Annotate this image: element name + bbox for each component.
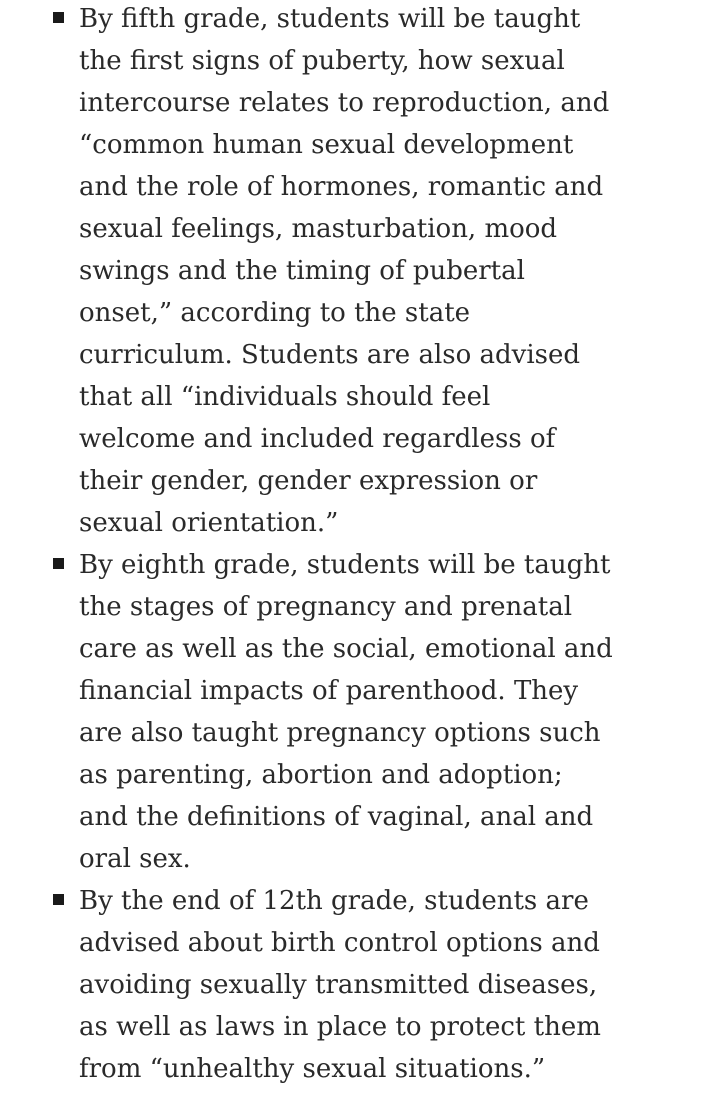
text-line: avoiding sexually transmitted diseases, <box>79 970 598 1000</box>
text-line: the first signs of puberty, how sexual <box>79 46 565 76</box>
text-line: financial impacts of parenthood. They <box>79 676 579 706</box>
square-bullet-icon <box>53 558 64 569</box>
list-item-text <box>79 544 686 880</box>
text-line: oral sex. <box>79 844 191 874</box>
text-line: curriculum. Students are also advised <box>79 340 581 370</box>
text-line: By the end of 12th grade, students are <box>79 886 589 916</box>
text-line: as parenting, abortion and adoption; <box>79 760 563 790</box>
text-line: welcome and included regardless of <box>79 424 556 454</box>
text-line: and the role of hormones, romantic and <box>79 172 604 202</box>
text-line: advised about birth control options and <box>79 928 600 958</box>
text-line: and the definitions of vaginal, anal and <box>79 802 594 832</box>
text-line: from “unhealthy sexual situations.” <box>79 1054 546 1084</box>
list-item-text <box>79 0 686 544</box>
text-line: their gender, gender expression or <box>79 466 538 496</box>
square-bullet-icon <box>53 12 64 23</box>
text-line: as well as laws in place to protect them <box>79 1012 601 1042</box>
text-line: swings and the timing of pubertal <box>79 256 525 286</box>
text-line: By fifth grade, students will be taught <box>79 4 581 34</box>
text-line: are also taught pregnancy options such <box>79 718 601 748</box>
text-line: sexual feelings, masturbation, mood <box>79 214 558 244</box>
list-item-eighth-grade <box>0 544 720 880</box>
square-bullet-icon <box>53 894 64 905</box>
text-line: By eighth grade, students will be taught <box>79 550 611 580</box>
text-line: the stages of pregnancy and prenatal <box>79 592 573 622</box>
text-line: care as well as the social, emotional and <box>79 634 613 664</box>
text-line: onset,” according to the state <box>79 298 471 328</box>
list-item-text <box>79 880 686 1090</box>
text-line: “common human sexual development <box>79 130 574 160</box>
list-item-fifth-grade <box>0 0 720 544</box>
text-line: intercourse relates to reproduction, and <box>79 88 610 118</box>
text-line: that all “individuals should feel <box>79 382 491 412</box>
text-line: sexual orientation.” <box>79 508 339 538</box>
list-item-twelfth-grade <box>0 880 720 1090</box>
